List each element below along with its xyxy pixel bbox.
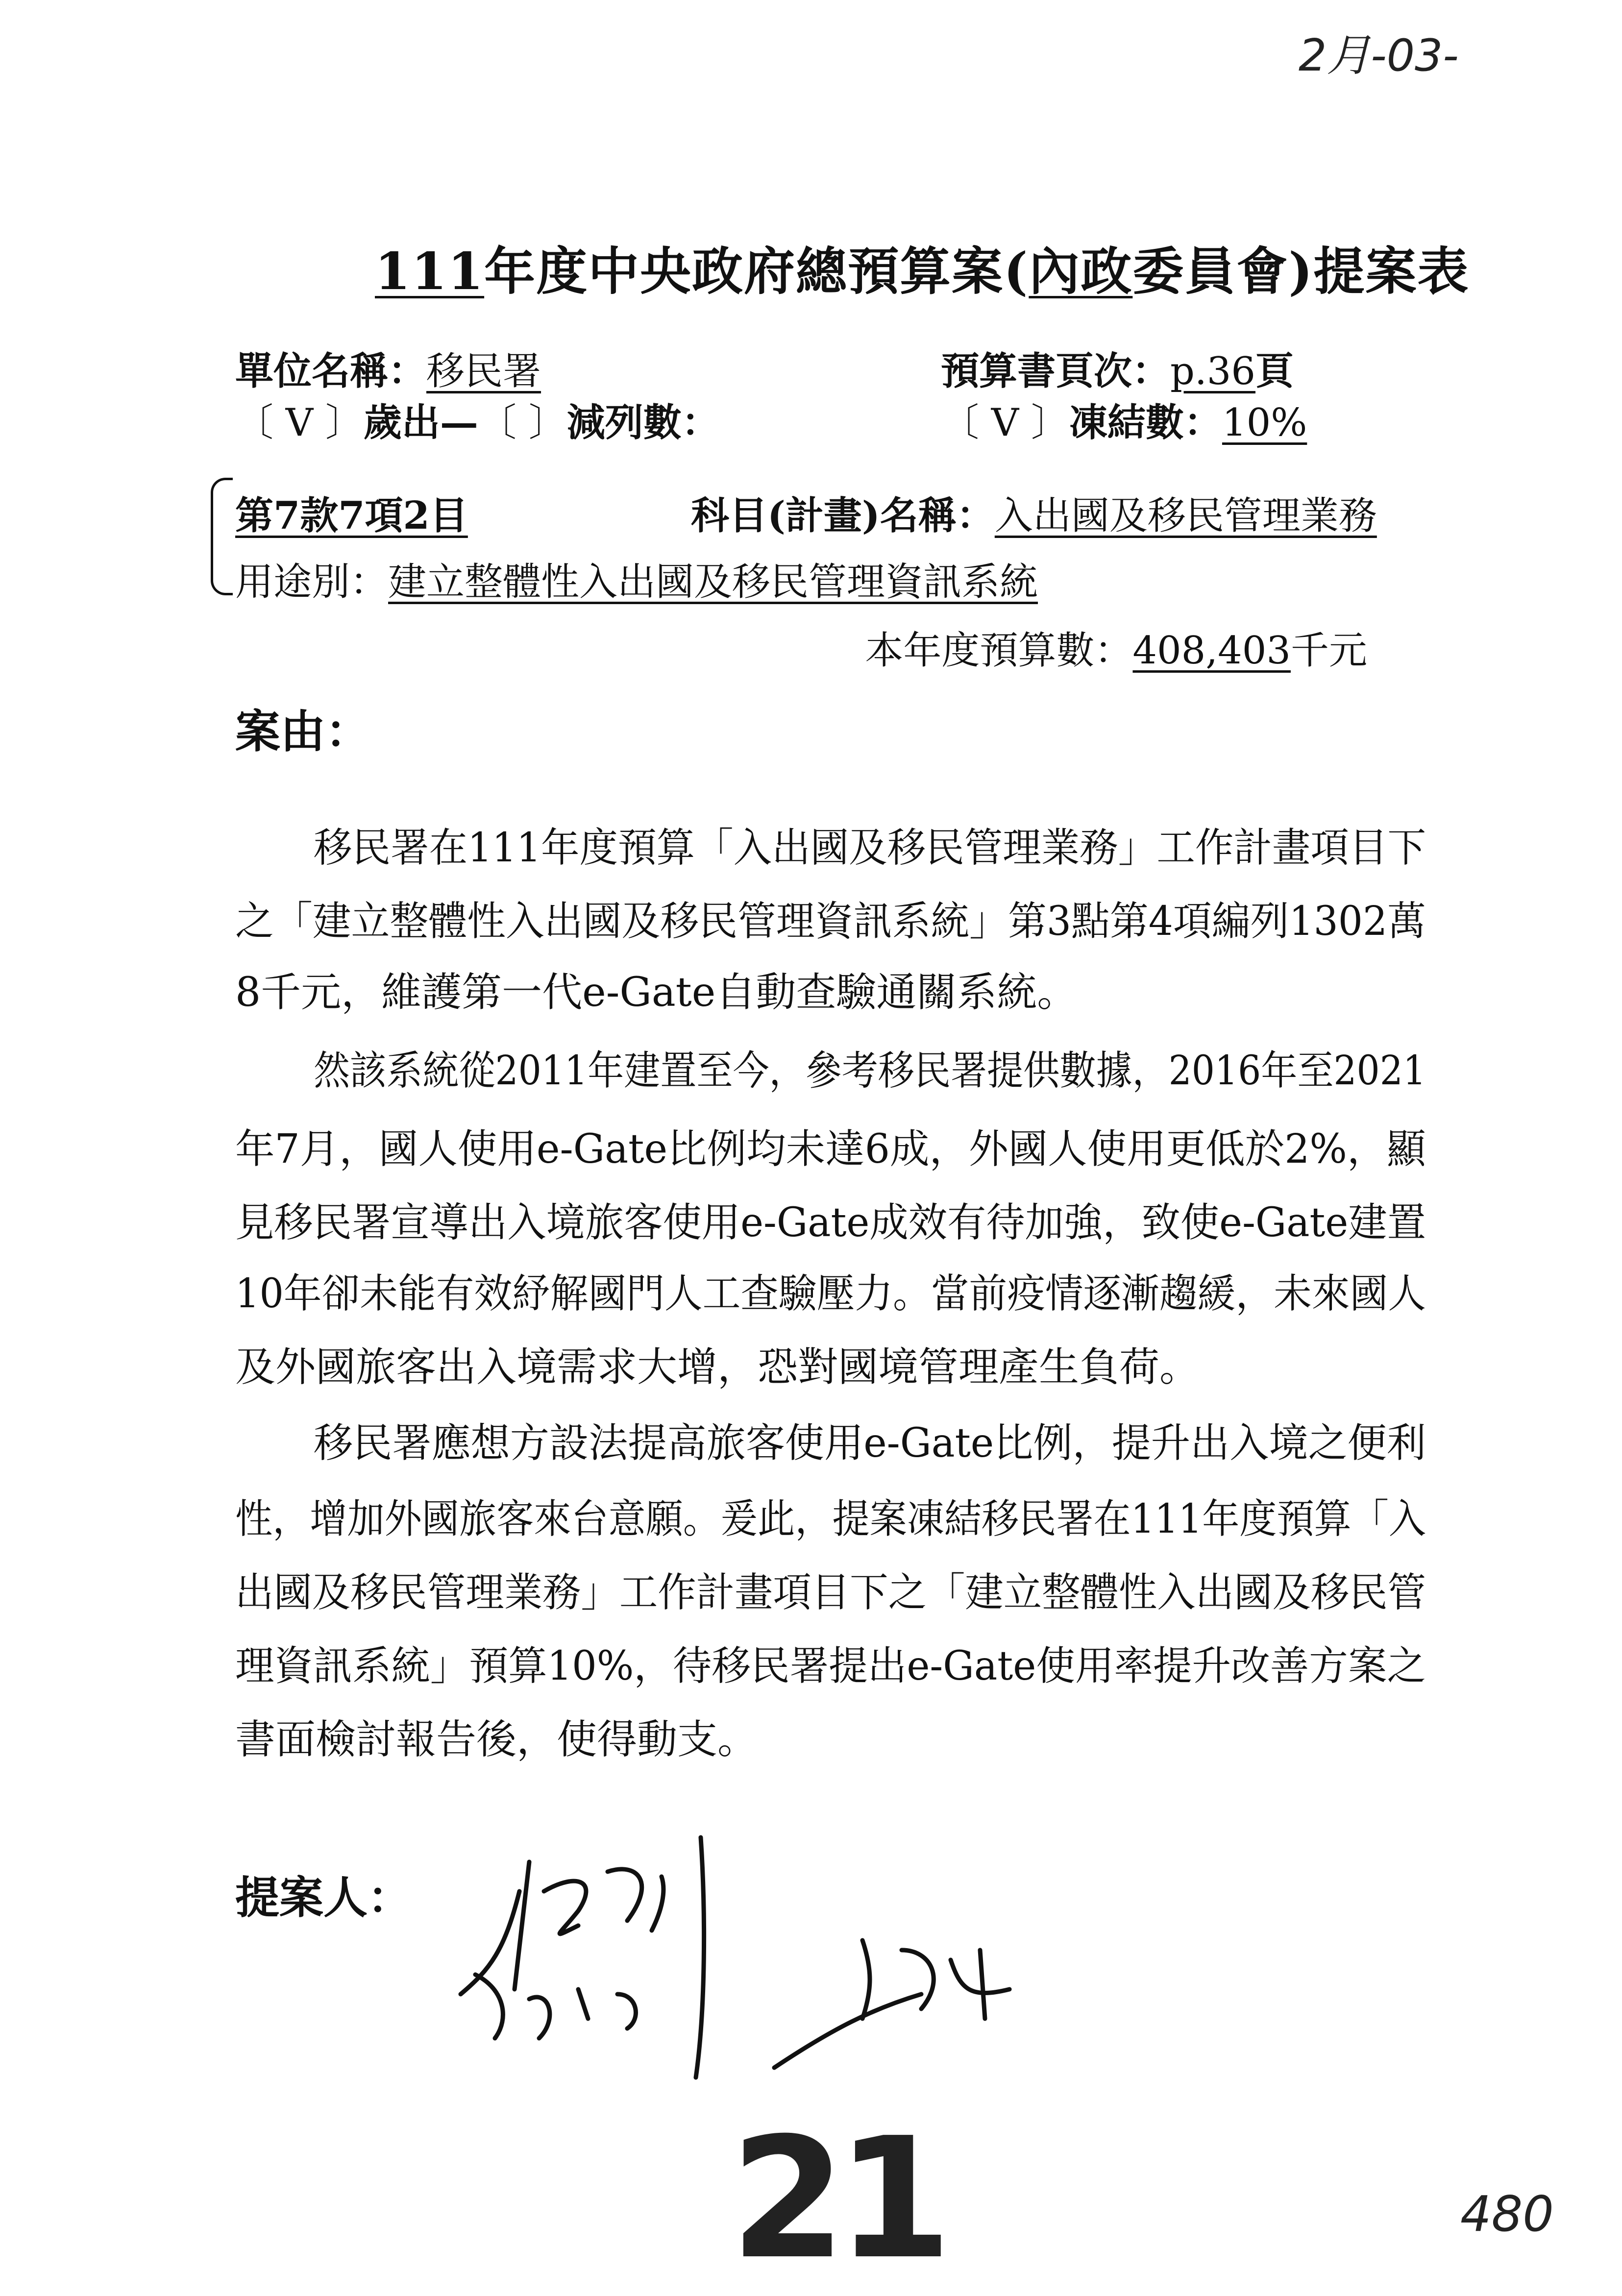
body-line-text: 書面檢討報告後，使得動支。 xyxy=(235,1716,758,1763)
body-line xyxy=(235,1270,1426,1318)
proposer-label: 提案人： xyxy=(235,1872,412,1924)
title-committee: 內政 xyxy=(1029,241,1133,301)
body-line-text: 出國及移民管理業務」工作計畫項目下之「建立整體性入出國及移民管 xyxy=(235,1569,1426,1616)
section-value: 第7款7項2目 xyxy=(235,493,468,538)
expense-checkbox: 〔 V 〕 xyxy=(235,401,364,445)
budget-page-label: 預算書頁次： xyxy=(941,349,1171,393)
signatures xyxy=(431,1764,1117,2156)
purpose-value: 建立整體性入出國及移民管理資訊系統 xyxy=(388,560,1038,604)
body-line xyxy=(235,1199,1426,1247)
subject-value: 入出國及移民管理業務 xyxy=(994,494,1377,538)
budget-page-suffix: 頁 xyxy=(1255,349,1294,393)
body-line-text: 見移民署宣導出入境旅客使用e-Gate成效有待加強，致使e-Gate建置 xyxy=(235,1199,1426,1246)
title-mid: 年度中央政府總預算案( xyxy=(484,241,1029,301)
title-end: )提案表 xyxy=(1288,241,1470,301)
freeze-checkbox: 〔 V 〕 xyxy=(941,401,1069,445)
signature-2 xyxy=(475,1975,636,2038)
reduction-checkbox: 〔 〕 xyxy=(478,401,567,445)
body-line xyxy=(235,1126,1426,1173)
annual-budget xyxy=(865,620,1367,675)
budget-page-value: p.36 xyxy=(1170,349,1255,393)
body-line xyxy=(235,1643,1426,1690)
bracket-mark xyxy=(211,478,233,595)
annual-budget-label: 本年度預算數： xyxy=(865,629,1133,673)
handwritten-number: 21 xyxy=(730,2102,943,2296)
subject-label: 科目(計畫)名稱： xyxy=(691,493,995,538)
body-line-text: 年7月，國人使用e-Gate比例均未達6成，外國人使用更低於2%，顯 xyxy=(235,1126,1426,1172)
unit-value: 移民署 xyxy=(426,349,541,393)
page-title xyxy=(375,230,1470,304)
section xyxy=(235,485,468,540)
body-line xyxy=(235,1344,1426,1392)
freeze-value: 10% xyxy=(1222,401,1307,445)
subject xyxy=(691,485,1377,540)
body-line xyxy=(235,898,1426,946)
body-line xyxy=(235,969,1426,1017)
expense-label: 歲出— xyxy=(363,400,478,445)
handwritten-note-top: 2月-03- xyxy=(1299,30,1459,81)
body-line-text: 及外國旅客出入境需求大增，恐對國境管理產生負荷。 xyxy=(235,1344,1200,1391)
body-line xyxy=(314,1420,1426,1467)
reason-heading: 案由： xyxy=(235,705,371,758)
body-line-text: 移民署在111年度預算「入出國及移民管理業務」工作計畫項目下 xyxy=(314,825,1426,871)
title-year: 111 xyxy=(375,241,485,301)
body-line-text: 性，增加外國旅客來台意願。爰此，提案凍結移民署在111年度預算「入 xyxy=(235,1496,1426,1542)
body-line-text: 之「建立整體性入出國及移民管理資訊系統」第3點第4項編列1302萬 xyxy=(235,898,1426,945)
expense-line xyxy=(235,392,720,447)
body-line xyxy=(235,1569,1426,1617)
body-line xyxy=(314,1048,1426,1095)
body-line-text: 移民署應想方設法提高旅客使用e-Gate比例，提升出入境之便利 xyxy=(314,1420,1426,1466)
unit-name xyxy=(235,341,541,395)
signature-3 xyxy=(774,1940,1009,2068)
body-line xyxy=(235,1496,1426,1543)
body-line-text: 10年卻未能有效紓解國門人工查驗壓力。當前疫情逐漸趨緩，未來國人 xyxy=(235,1270,1426,1317)
purpose-label: 用途別： xyxy=(235,560,389,604)
reduction-label: 減列數： xyxy=(566,400,720,445)
signature-1 xyxy=(461,1837,704,2077)
body-line xyxy=(235,1716,1426,1764)
budget-page xyxy=(941,341,1294,395)
unit-label: 單位名稱： xyxy=(235,349,427,393)
annual-budget-unit: 千元 xyxy=(1290,629,1367,673)
purpose xyxy=(235,551,1038,606)
annual-budget-value: 408,403 xyxy=(1132,629,1291,673)
body-line-text: 理資訊系統」預算10%，待移民署提出e-Gate使用率提升改善方案之 xyxy=(235,1643,1426,1689)
freeze-line xyxy=(941,392,1307,447)
body-line-text: 8千元，維護第一代e-Gate自動查驗通關系統。 xyxy=(235,969,1078,1016)
body-line xyxy=(314,825,1426,872)
title-committee-rest: 委員會 xyxy=(1132,241,1289,301)
handwritten-note-bottom: 480 xyxy=(1460,2185,1554,2243)
freeze-label: 凍結數： xyxy=(1069,400,1222,445)
body-line-text: 然該系統從2011年建置至今，參考移民署提供數據，2016年至2021 xyxy=(314,1048,1426,1094)
